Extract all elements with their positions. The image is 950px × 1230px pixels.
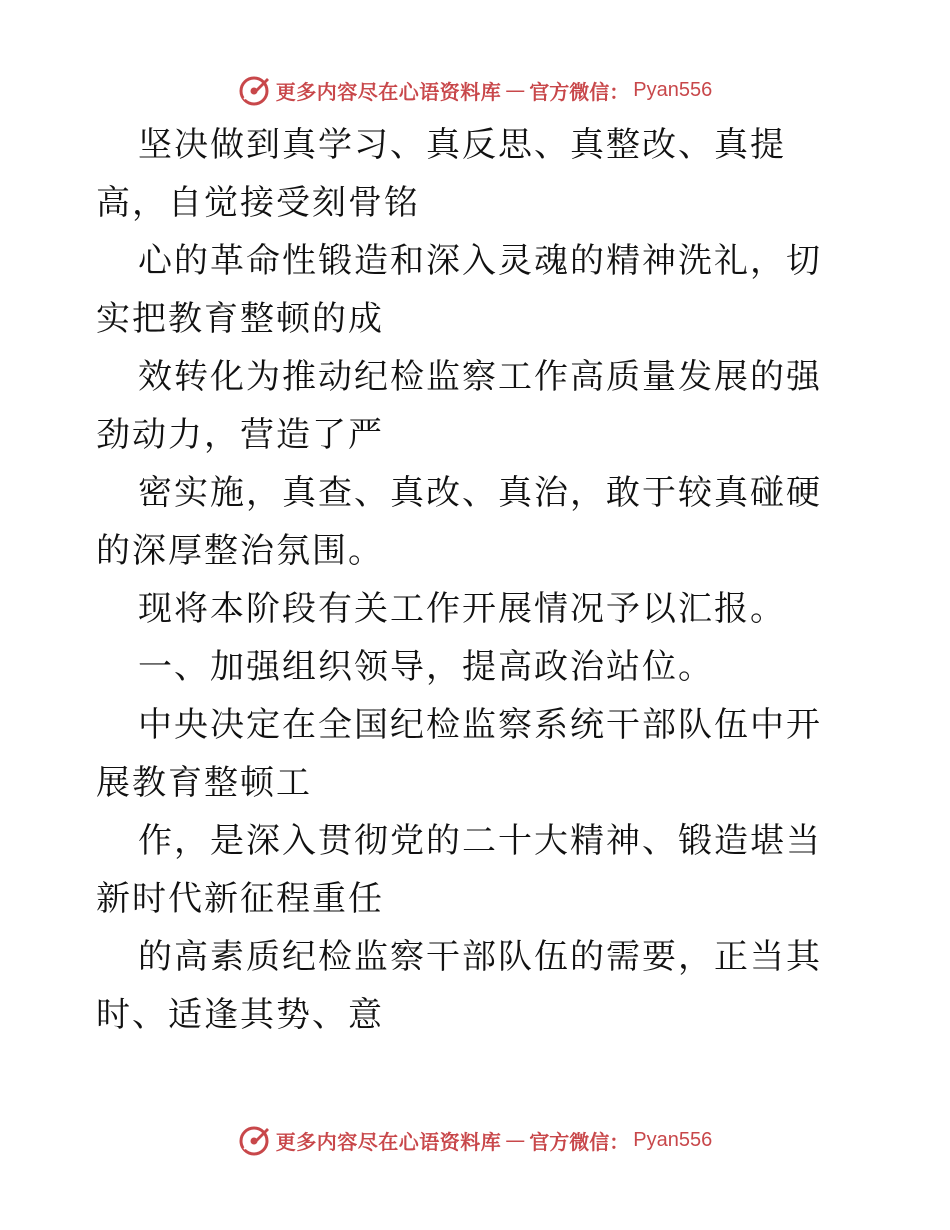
watermark-official-label: 官方微信： — [529, 1129, 630, 1154]
watermark-wechat-id: Pyan556 — [633, 78, 713, 101]
watermark-brand: 更多内容尽在心语资料库 — [275, 79, 502, 104]
header-watermark — [0, 70, 950, 110]
watermark-wechat-id: Pyan556 — [633, 1128, 713, 1151]
paragraph: 坚决做到真学习、真反思、真整改、真提高，自觉接受刻骨铭 — [96, 125, 786, 223]
watermark-dash: — — [505, 1128, 526, 1152]
pen-logo-icon — [238, 73, 272, 107]
watermark-brand: 更多内容尽在心语资料库 — [275, 1129, 502, 1154]
paragraph: 效转化为推动纪检监察工作高质量发展的强劲动力，营造了严 — [96, 357, 822, 455]
paragraph: 现将本阶段有关工作开展情况予以汇报。 — [138, 589, 786, 629]
paragraph: 作，是深入贯彻党的二十大精神、锻造堪当新时代新征程重任 — [96, 821, 822, 919]
document-body — [96, 116, 856, 1044]
paragraph: 密实施，真查、真改、真治，敢于较真碰硬的深厚整治氛围。 — [96, 473, 822, 571]
section-heading: 一、加强组织领导，提高政治站位。 — [138, 647, 714, 687]
paragraph: 的高素质纪检监察干部队伍的需要，正当其时、适逢其势、意 — [96, 937, 822, 1035]
footer-watermark — [0, 1120, 950, 1160]
pen-logo-icon — [238, 1123, 272, 1157]
paragraph: 中央决定在全国纪检监察系统干部队伍中开展教育整顿工 — [96, 705, 822, 803]
watermark-dash: — — [505, 78, 526, 102]
watermark-official-label: 官方微信： — [529, 79, 630, 104]
paragraph: 心的革命性锻造和深入灵魂的精神洗礼，切实把教育整顿的成 — [96, 241, 822, 339]
